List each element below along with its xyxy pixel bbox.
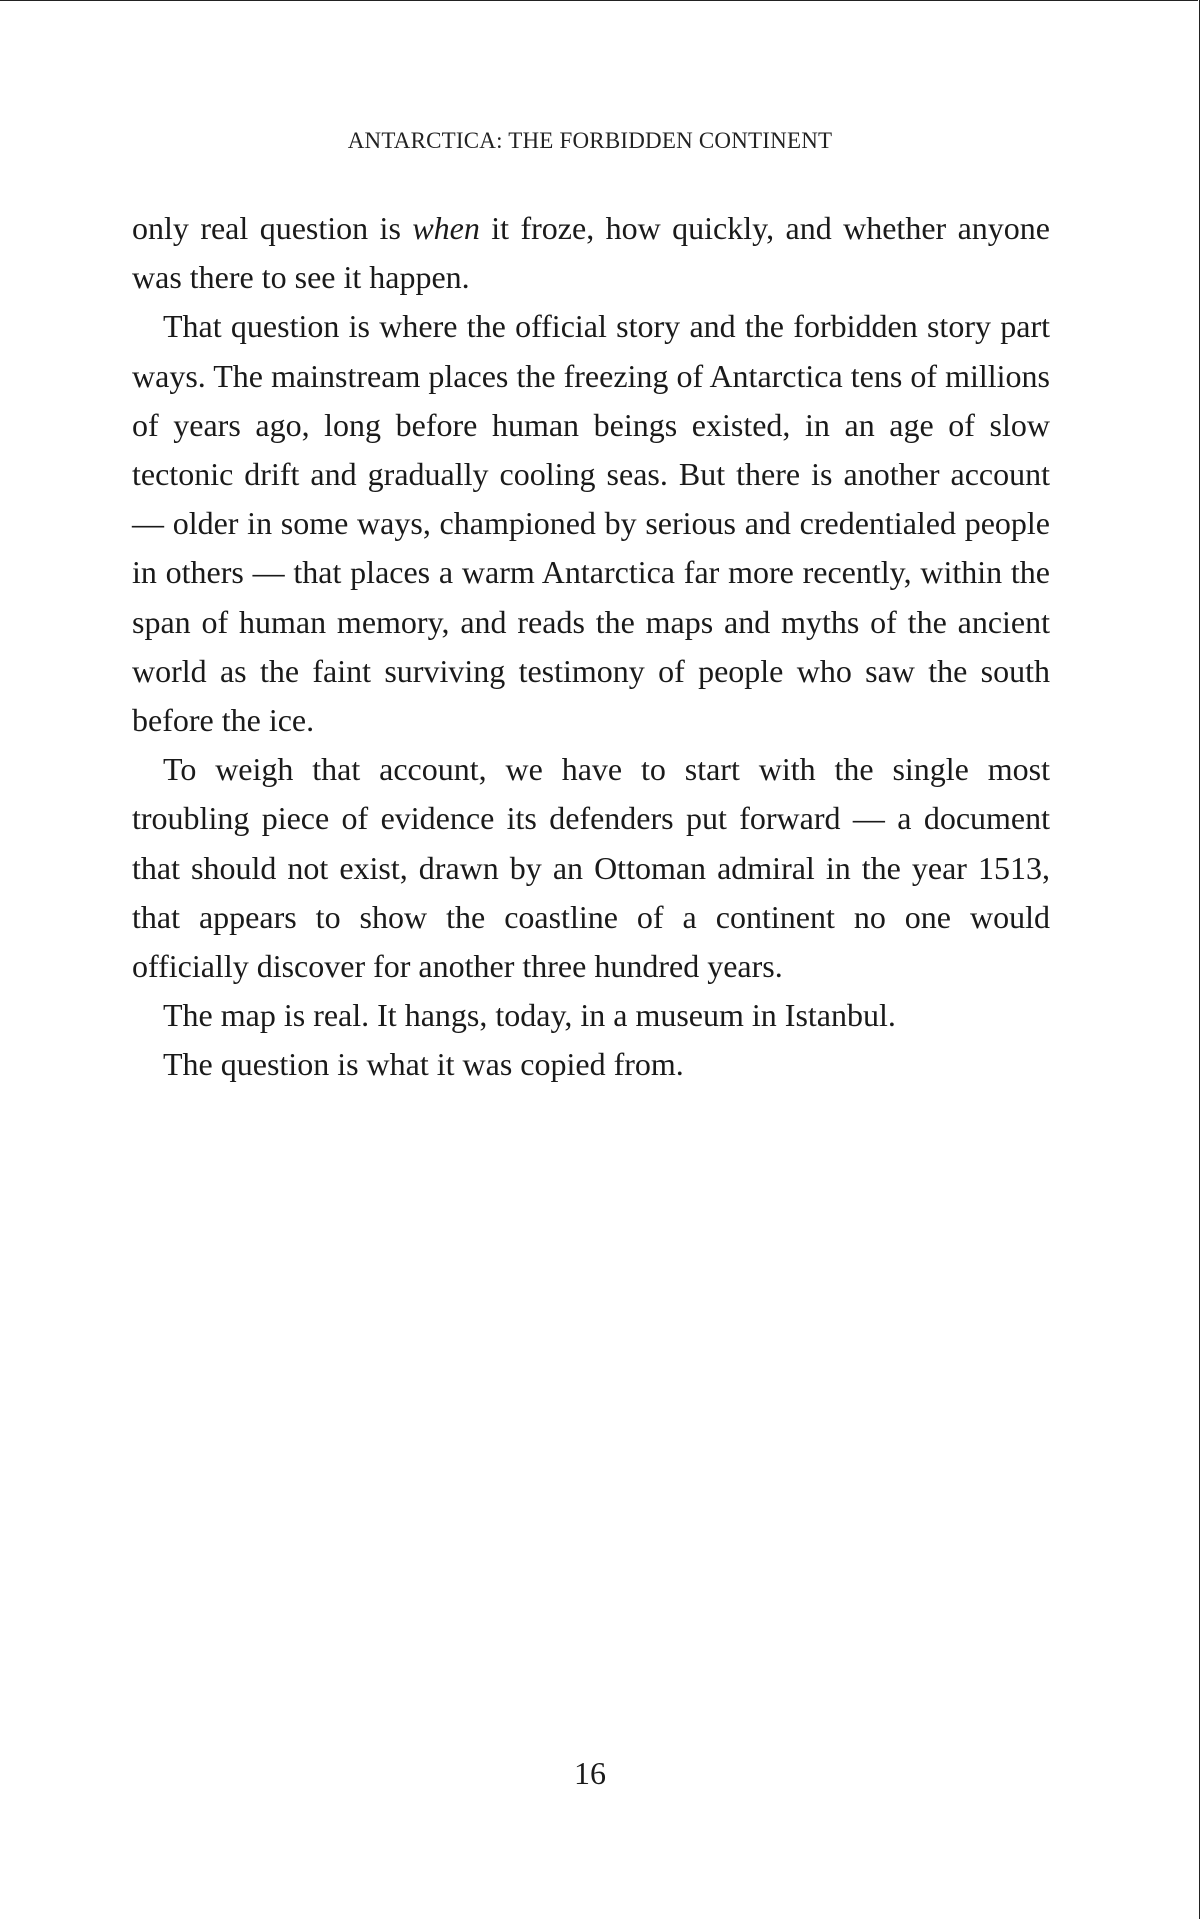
page-border-top [0,0,1198,1]
paragraph-1 [132,204,1050,302]
paragraph-1-text-a: only real question is [132,210,413,246]
body-text [132,204,1050,1090]
running-header: ANTARCTICA: THE FORBIDDEN CONTINENT [347,128,833,153]
paragraph-4: The map is real. It hangs, today, in a museum in Istanbul. [163,997,896,1034]
paragraph-1-text-b: it froze, how quickly, and whether anyone was there to see it happen. [132,210,1050,296]
paragraph-5: The question is what it was copied from. [163,1046,684,1083]
paragraph-1-emphasis: when [412,210,480,246]
paragraph-3: To weigh that account, we have to start with the single most troubling piece of evidence its defenders put forward — a document that should not exist, drawn by an Ottoman admiral in the year 1513, that appears to show the coastline of a continent no one would officially discover for another three hundred years. [132,751,1050,985]
paragraph-2: That question is where the official story and the forbidden story part ways. The mainstream places the freezing of Antarctica tens of millions of years ago, long before human beings existed, in an age of slow tectonic drift and gradually cooling seas. But there is another account — older in some ways, championed by serious and credentialed people in others — that places a warm Antarctica far more recently, within the span of human memory, and reads the maps and myths of the ancient world as the faint surviving testimony of people who saw the south before the ice. [132,308,1050,739]
page-number: 16 [574,1755,606,1791]
